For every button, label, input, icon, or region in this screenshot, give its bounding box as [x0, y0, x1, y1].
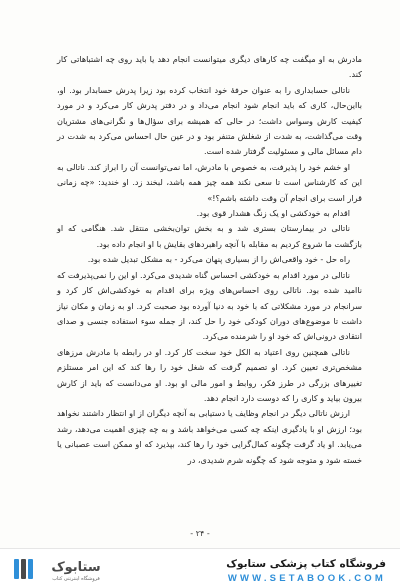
paragraph: ارزش ناتالی دیگر در انجام وظایف یا دستیابی به آنچه دیگران از او انتظار داشتند نخواهد بود؛ ارزش او با یادگیری اینکه چه کسی می‌خواهد باشد و به چه چیزی اهمیت می‌دهد، رشد می‌یابد. او یاد گرفت چگونه کمال‌گرایی خود را رها کند، بپذیرد که او ممکن است عصبانی یا خسته شود و متوجه شود که چگونه شرم شدیدی، در	[57, 408, 362, 465]
paragraph: ناتالی حسابداری را به عنوان حرفهٔ خود انتخاب کرده بود زیرا پدرش حسابدار بود. او، با‌این‌حال، کاری که باید انجام شود انجام می‌داد و در دفتر پدرش کار می‌کرد و در مورد کیفیت کارش وسواس داشت؛ در حالی که همیشه برای سؤال‌ها و نگرانی‌های مشتریان وقت می‌گذاشت، به شدت از شغلش متنفر بود و در عین حال احساس می‌کرد به شدت در دام مسائل مالی و مسئولیت گرفتار شده است.	[57, 84, 362, 157]
logo-wordmark: ستابوک	[51, 560, 101, 575]
store-url-link[interactable]: WWW.SETABOOK.COM	[227, 573, 386, 584]
paragraph: ماد‌رش به او میگفت چه کارهای دیگری میتوانست انجام دهد یا باید روی چه اشتباهاتی کار کند.	[57, 54, 362, 80]
paragraph: راه حل - خود واقعی‌اش را از بسیاری پنهان می‌کرد - به مشکل تبدیل شده بود.	[87, 254, 350, 265]
store-footer	[0, 548, 400, 588]
paragraph: ناتالی در مورد اقدام به خودکشی احساس گناه شدیدی می‌کرد. او این را نمی‌پذیرفت که ناامید شده بود. ناتالی روی احساس‌های ویژه برای اقدام به خودکشی‌اش کار کرد و سرانجام در مورد مشکلاتی که با خود به دنیا آورده بود صحبت کرد. او به زمان و مکان نیاز داشت تا موضوع‌های دوران کودکی خود را حل کند، از جمله سوء استفاده جنسی و صدای انتقادی درونی‌اش که خود او را شرمنده می‌کرد.	[57, 269, 362, 342]
paragraph: اقدام به خودکشی او یک زنگ هشدار قوی بود.	[196, 208, 350, 219]
book-stack-icon	[14, 559, 33, 579]
logo-caption: فروشگاه اینترنتی کتاب	[52, 576, 100, 582]
store-title: فروشگاه کتاب پزشکی ستابوک	[226, 558, 386, 570]
setabook-logo[interactable]	[12, 555, 116, 583]
page-number: - ۲۴ -	[190, 529, 210, 538]
paragraph: ناتالی همچنین روی اعتیاد به الکل خود سخت کار کرد. او در رابطه با مادرش مرزهای مشخص‌تری تعیین کرد. او تصمیم گرفت که شغل خود را رها کند که این امر مستلزم تغییرهای بزرگی در طرز فکر، روابط و امور مالی او بود. او می‌دانست که باید از کارش بیرون بیاید و کاری را که دوست دارد انجام دهد.	[57, 346, 362, 403]
paragraph: ناتالی در بیمارستان بستری شد و به بخش توان‌بخشی منتقل شد. هنگامی که او بازگشت ما شروع کردیم به مقابله با آنچه راهبردهای بقایش با او انجام داده بود.	[57, 223, 362, 249]
paragraph: او خشم خود را پذیرفت، به خصوص با مادرش، اما نمی‌توانست آن را ابراز کند. ناتالی به این که کارشناس است تا سعی نکند همه چیز همه باشد، لبخند زد. او خندید: «چه زمانی قرار است برای انجام آن وقت داشته باشم؟!»	[57, 161, 362, 203]
body-text	[57, 52, 362, 468]
